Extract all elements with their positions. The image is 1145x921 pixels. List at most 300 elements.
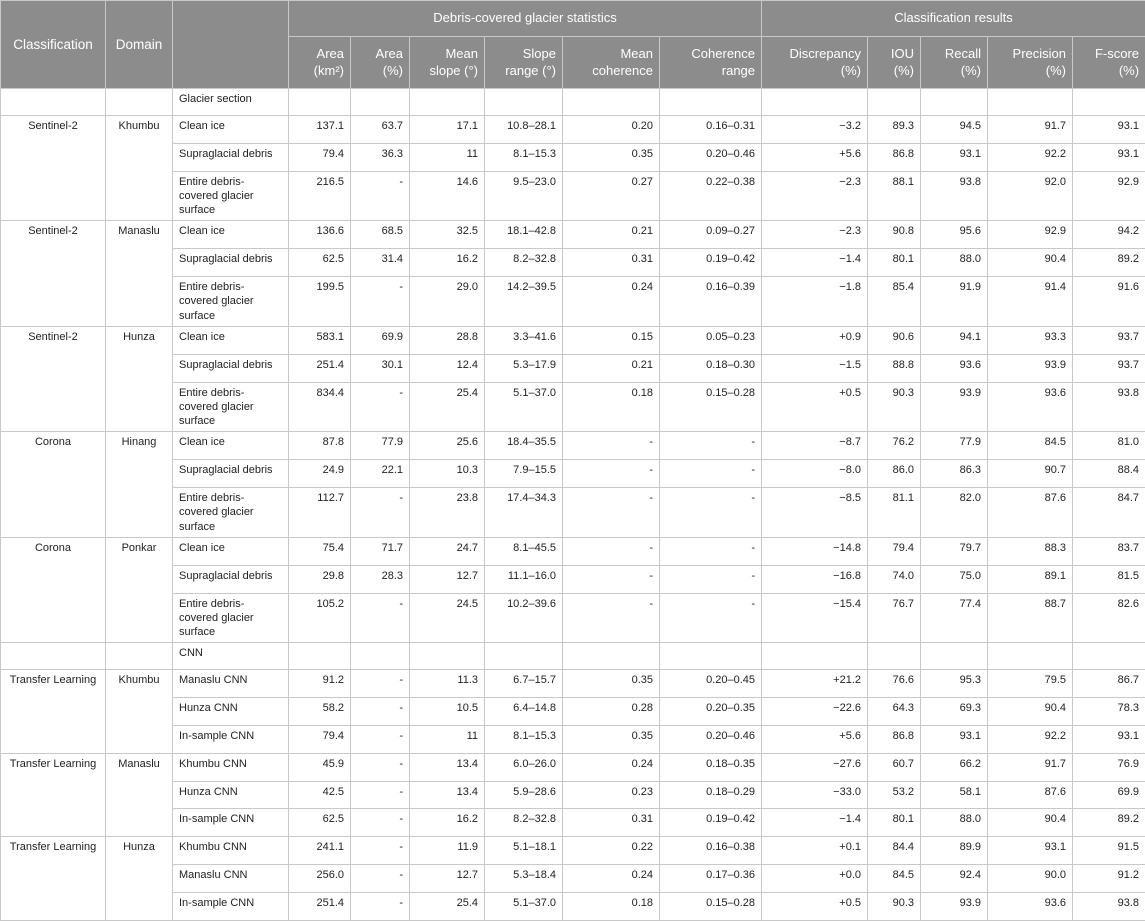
table-row xyxy=(1,781,1145,809)
table-row xyxy=(1,593,1145,643)
empty-cell xyxy=(921,89,988,116)
value-cell: 58.2 xyxy=(289,698,351,726)
value-cell: 0.09–0.27 xyxy=(660,221,762,249)
empty-cell xyxy=(289,89,351,116)
value-cell: −1.8 xyxy=(762,277,868,327)
empty-cell xyxy=(1,89,106,116)
value-cell: 86.8 xyxy=(868,143,921,171)
value-cell: +21.2 xyxy=(762,670,868,698)
value-cell: 80.1 xyxy=(868,809,921,837)
row-label: Supraglacial debris xyxy=(173,354,289,382)
value-cell: 0.16–0.38 xyxy=(660,837,762,865)
value-cell: 86.3 xyxy=(921,460,988,488)
value-cell: 5.1–37.0 xyxy=(485,382,563,432)
empty-cell xyxy=(762,89,868,116)
value-cell: 14.6 xyxy=(410,171,485,221)
value-cell: 69.9 xyxy=(1073,781,1145,809)
value-cell: 77.9 xyxy=(921,432,988,460)
domain-cell: Hinang xyxy=(106,432,173,537)
value-cell: 583.1 xyxy=(289,326,351,354)
classification-cell: Transfer Learning xyxy=(1,753,106,836)
column-header xyxy=(660,37,762,89)
table-row xyxy=(1,698,1145,726)
row-label: Khumbu CNN xyxy=(173,837,289,865)
domain-cell: Hunza xyxy=(106,326,173,431)
value-cell: 11.1–16.0 xyxy=(485,565,563,593)
value-cell: −1.4 xyxy=(762,249,868,277)
value-cell: 89.3 xyxy=(868,116,921,144)
table-row xyxy=(1,326,1145,354)
table-row xyxy=(1,460,1145,488)
value-cell: 0.28 xyxy=(563,698,660,726)
column-header-line1: Precision xyxy=(1013,46,1066,61)
value-cell: 90.3 xyxy=(868,382,921,432)
row-label: Supraglacial debris xyxy=(173,143,289,171)
row-label: In-sample CNN xyxy=(173,892,289,920)
value-cell: −27.6 xyxy=(762,753,868,781)
value-cell: - xyxy=(563,488,660,538)
value-cell: 25.6 xyxy=(410,432,485,460)
value-cell: 112.7 xyxy=(289,488,351,538)
value-cell: 0.19–0.42 xyxy=(660,249,762,277)
column-header-line2: (km²) xyxy=(314,63,344,78)
value-cell: −8.0 xyxy=(762,460,868,488)
value-cell: 251.4 xyxy=(289,892,351,920)
value-cell: 0.18–0.29 xyxy=(660,781,762,809)
domain-cell: Hunza xyxy=(106,837,173,920)
row-label: Supraglacial debris xyxy=(173,460,289,488)
row-label: Hunza CNN xyxy=(173,781,289,809)
value-cell: 91.4 xyxy=(988,277,1073,327)
value-cell: 5.9–28.6 xyxy=(485,781,563,809)
value-cell: +0.0 xyxy=(762,865,868,893)
empty-cell xyxy=(1,643,106,670)
column-header xyxy=(921,37,988,89)
value-cell: 216.5 xyxy=(289,171,351,221)
value-cell: 62.5 xyxy=(289,249,351,277)
column-header xyxy=(868,37,921,89)
value-cell: 91.6 xyxy=(1073,277,1145,327)
value-cell: 93.8 xyxy=(921,171,988,221)
value-cell: −22.6 xyxy=(762,698,868,726)
value-cell: +0.9 xyxy=(762,326,868,354)
row-label: Entire debris-covered glacier surface xyxy=(173,488,289,538)
value-cell: 77.4 xyxy=(921,593,988,643)
value-cell: 88.4 xyxy=(1073,460,1145,488)
value-cell: 42.5 xyxy=(289,781,351,809)
value-cell: 0.15–0.28 xyxy=(660,382,762,432)
value-cell: 137.1 xyxy=(289,116,351,144)
value-cell: 87.6 xyxy=(988,488,1073,538)
value-cell: 87.8 xyxy=(289,432,351,460)
empty-cell xyxy=(868,643,921,670)
value-cell: 76.6 xyxy=(868,670,921,698)
value-cell: 78.3 xyxy=(1073,698,1145,726)
classification-cell: Transfer Learning xyxy=(1,837,106,920)
value-cell: 84.4 xyxy=(868,837,921,865)
value-cell: - xyxy=(351,809,410,837)
value-cell: 23.8 xyxy=(410,488,485,538)
value-cell: 82.6 xyxy=(1073,593,1145,643)
value-cell: - xyxy=(660,460,762,488)
value-cell: 79.4 xyxy=(289,143,351,171)
row-label: Entire debris-covered glacier surface xyxy=(173,277,289,327)
value-cell: 5.3–18.4 xyxy=(485,865,563,893)
value-cell: 66.2 xyxy=(921,753,988,781)
empty-cell xyxy=(351,89,410,116)
value-cell: 0.35 xyxy=(563,670,660,698)
domain-cell: Manaslu xyxy=(106,753,173,836)
value-cell: 90.6 xyxy=(868,326,921,354)
column-header-line1: Recall xyxy=(945,46,981,61)
row-label: Supraglacial debris xyxy=(173,565,289,593)
empty-cell xyxy=(660,643,762,670)
column-header-line1: Area xyxy=(317,46,344,61)
row-label: Clean ice xyxy=(173,116,289,144)
value-cell: 0.15 xyxy=(563,326,660,354)
value-cell: 241.1 xyxy=(289,837,351,865)
value-cell: 36.3 xyxy=(351,143,410,171)
value-cell: 28.3 xyxy=(351,565,410,593)
value-cell: 8.1–45.5 xyxy=(485,537,563,565)
value-cell: - xyxy=(660,488,762,538)
value-cell: 81.0 xyxy=(1073,432,1145,460)
row-label: Clean ice xyxy=(173,432,289,460)
table-row xyxy=(1,565,1145,593)
value-cell: 76.9 xyxy=(1073,753,1145,781)
value-cell: 95.6 xyxy=(921,221,988,249)
value-cell: 82.0 xyxy=(921,488,988,538)
value-cell: 94.2 xyxy=(1073,221,1145,249)
value-cell: 29.0 xyxy=(410,277,485,327)
value-cell: 251.4 xyxy=(289,354,351,382)
value-cell: 0.23 xyxy=(563,781,660,809)
classification-cell: Sentinel-2 xyxy=(1,326,106,431)
domain-header: Domain xyxy=(106,1,173,89)
value-cell: 17.1 xyxy=(410,116,485,144)
value-cell: 92.2 xyxy=(988,726,1073,754)
value-cell: 29.8 xyxy=(289,565,351,593)
value-cell: 0.31 xyxy=(563,809,660,837)
value-cell: 68.5 xyxy=(351,221,410,249)
table-row xyxy=(1,537,1145,565)
value-cell: 91.2 xyxy=(1073,865,1145,893)
value-cell: - xyxy=(660,537,762,565)
value-cell: 93.9 xyxy=(988,354,1073,382)
value-cell: −8.5 xyxy=(762,488,868,538)
value-cell: 11.9 xyxy=(410,837,485,865)
value-cell: −15.4 xyxy=(762,593,868,643)
value-cell: 12.7 xyxy=(410,565,485,593)
empty-cell xyxy=(106,89,173,116)
empty-cell xyxy=(762,643,868,670)
value-cell: 91.5 xyxy=(1073,837,1145,865)
classification-header: Classification xyxy=(1,1,106,89)
value-cell: - xyxy=(563,593,660,643)
value-cell: - xyxy=(563,432,660,460)
value-cell: 93.6 xyxy=(988,892,1073,920)
empty-cell xyxy=(988,89,1073,116)
value-cell: 8.2–32.8 xyxy=(485,809,563,837)
value-cell: 14.2–39.5 xyxy=(485,277,563,327)
value-cell: 31.4 xyxy=(351,249,410,277)
table-row xyxy=(1,277,1145,327)
value-cell: 88.0 xyxy=(921,249,988,277)
value-cell: 12.7 xyxy=(410,865,485,893)
value-cell: −2.3 xyxy=(762,221,868,249)
value-cell: 30.1 xyxy=(351,354,410,382)
value-cell: 83.7 xyxy=(1073,537,1145,565)
table-row xyxy=(1,382,1145,432)
table-row xyxy=(1,249,1145,277)
value-cell: 94.5 xyxy=(921,116,988,144)
table-row xyxy=(1,670,1145,698)
value-cell: 93.1 xyxy=(921,726,988,754)
empty-cell xyxy=(410,89,485,116)
classification-cell: Corona xyxy=(1,537,106,642)
value-cell: 0.18–0.30 xyxy=(660,354,762,382)
sub-header-blank xyxy=(173,1,289,89)
column-header-line1: F-score xyxy=(1095,46,1139,61)
value-cell: 28.8 xyxy=(410,326,485,354)
empty-cell xyxy=(988,643,1073,670)
value-cell: 91.2 xyxy=(289,670,351,698)
value-cell: - xyxy=(351,593,410,643)
value-cell: 79.5 xyxy=(988,670,1073,698)
value-cell: - xyxy=(351,698,410,726)
value-cell: 22.1 xyxy=(351,460,410,488)
value-cell: 0.21 xyxy=(563,354,660,382)
value-cell: 93.7 xyxy=(1073,326,1145,354)
value-cell: 93.1 xyxy=(988,837,1073,865)
classification-cell: Transfer Learning xyxy=(1,670,106,753)
empty-cell xyxy=(563,89,660,116)
column-header-line2: range (°) xyxy=(505,63,556,78)
value-cell: 10.8–28.1 xyxy=(485,116,563,144)
column-header-line1: Mean xyxy=(620,46,653,61)
value-cell: 88.7 xyxy=(988,593,1073,643)
value-cell: −1.4 xyxy=(762,809,868,837)
value-cell: 0.20–0.46 xyxy=(660,726,762,754)
empty-cell xyxy=(351,643,410,670)
value-cell: 13.4 xyxy=(410,753,485,781)
value-cell: 90.4 xyxy=(988,249,1073,277)
table-row xyxy=(1,432,1145,460)
empty-cell xyxy=(1073,643,1145,670)
table-row xyxy=(1,753,1145,781)
value-cell: 8.2–32.8 xyxy=(485,249,563,277)
value-cell: 88.0 xyxy=(921,809,988,837)
value-cell: 89.9 xyxy=(921,837,988,865)
row-label: Supraglacial debris xyxy=(173,249,289,277)
column-header-line2: (%) xyxy=(961,63,981,78)
value-cell: 93.9 xyxy=(921,892,988,920)
column-header xyxy=(563,37,660,89)
value-cell: +5.6 xyxy=(762,726,868,754)
value-cell: −8.7 xyxy=(762,432,868,460)
value-cell: 92.9 xyxy=(988,221,1073,249)
classification-cell: Sentinel-2 xyxy=(1,221,106,326)
value-cell: 91.7 xyxy=(988,116,1073,144)
value-cell: 89.1 xyxy=(988,565,1073,593)
table-row xyxy=(1,865,1145,893)
value-cell: 86.8 xyxy=(868,726,921,754)
value-cell: - xyxy=(351,382,410,432)
value-cell: 0.27 xyxy=(563,171,660,221)
table-row xyxy=(1,892,1145,920)
value-cell: 16.2 xyxy=(410,249,485,277)
value-cell: 84.7 xyxy=(1073,488,1145,538)
value-cell: 64.3 xyxy=(868,698,921,726)
column-header xyxy=(289,37,351,89)
value-cell: 76.7 xyxy=(868,593,921,643)
value-cell: 93.6 xyxy=(988,382,1073,432)
table-row xyxy=(1,116,1145,144)
value-cell: +0.5 xyxy=(762,382,868,432)
value-cell: 80.1 xyxy=(868,249,921,277)
value-cell: 18.4–35.5 xyxy=(485,432,563,460)
value-cell: 24.5 xyxy=(410,593,485,643)
value-cell: - xyxy=(351,488,410,538)
value-cell: 0.15–0.28 xyxy=(660,892,762,920)
column-header-line2: slope (°) xyxy=(429,63,478,78)
statistics-group-header: Debris-covered glacier statistics xyxy=(289,1,762,37)
column-header-line1: Mean xyxy=(445,46,478,61)
value-cell: - xyxy=(351,726,410,754)
value-cell: 0.21 xyxy=(563,221,660,249)
value-cell: 77.9 xyxy=(351,432,410,460)
value-cell: 25.4 xyxy=(410,382,485,432)
value-cell: +5.6 xyxy=(762,143,868,171)
column-header xyxy=(1073,37,1145,89)
value-cell: 88.8 xyxy=(868,354,921,382)
value-cell: 84.5 xyxy=(988,432,1073,460)
value-cell: - xyxy=(351,670,410,698)
value-cell: 92.0 xyxy=(988,171,1073,221)
value-cell: 5.3–17.9 xyxy=(485,354,563,382)
column-header-line1: Area xyxy=(376,46,403,61)
value-cell: 89.2 xyxy=(1073,809,1145,837)
value-cell: - xyxy=(563,460,660,488)
value-cell: 93.3 xyxy=(988,326,1073,354)
table-row xyxy=(1,726,1145,754)
empty-cell xyxy=(485,89,563,116)
value-cell: 24.9 xyxy=(289,460,351,488)
section-label: Glacier section xyxy=(173,89,289,116)
value-cell: 5.1–18.1 xyxy=(485,837,563,865)
value-cell: 5.1–37.0 xyxy=(485,892,563,920)
value-cell: 0.18 xyxy=(563,382,660,432)
value-cell: −2.3 xyxy=(762,171,868,221)
value-cell: 0.22 xyxy=(563,837,660,865)
value-cell: 12.4 xyxy=(410,354,485,382)
empty-cell xyxy=(410,643,485,670)
value-cell: 0.20–0.35 xyxy=(660,698,762,726)
value-cell: - xyxy=(351,837,410,865)
domain-cell: Khumbu xyxy=(106,670,173,753)
value-cell: 71.7 xyxy=(351,537,410,565)
value-cell: - xyxy=(351,753,410,781)
column-header-line1: Discrepancy xyxy=(789,46,861,61)
value-cell: 63.7 xyxy=(351,116,410,144)
value-cell: - xyxy=(660,593,762,643)
value-cell: 90.8 xyxy=(868,221,921,249)
value-cell: 8.1–15.3 xyxy=(485,726,563,754)
value-cell: 93.8 xyxy=(1073,892,1145,920)
value-cell: 0.20–0.45 xyxy=(660,670,762,698)
value-cell: 93.9 xyxy=(921,382,988,432)
value-cell: −1.5 xyxy=(762,354,868,382)
value-cell: 0.35 xyxy=(563,726,660,754)
row-label: Manaslu CNN xyxy=(173,865,289,893)
results-group-header: Classification results xyxy=(762,1,1145,37)
value-cell: 105.2 xyxy=(289,593,351,643)
value-cell: 81.5 xyxy=(1073,565,1145,593)
value-cell: 90.7 xyxy=(988,460,1073,488)
domain-cell: Manaslu xyxy=(106,221,173,326)
value-cell: 17.4–34.3 xyxy=(485,488,563,538)
value-cell: 0.22–0.38 xyxy=(660,171,762,221)
value-cell: 87.6 xyxy=(988,781,1073,809)
table-row xyxy=(1,354,1145,382)
value-cell: −3.2 xyxy=(762,116,868,144)
table-row xyxy=(1,171,1145,221)
value-cell: 92.4 xyxy=(921,865,988,893)
value-cell: - xyxy=(351,277,410,327)
empty-cell xyxy=(868,89,921,116)
value-cell: 75.4 xyxy=(289,537,351,565)
value-cell: 16.2 xyxy=(410,809,485,837)
value-cell: 93.1 xyxy=(1073,116,1145,144)
empty-cell xyxy=(289,643,351,670)
value-cell: 84.5 xyxy=(868,865,921,893)
value-cell: +0.1 xyxy=(762,837,868,865)
row-label: In-sample CNN xyxy=(173,809,289,837)
domain-cell: Khumbu xyxy=(106,116,173,221)
value-cell: 25.4 xyxy=(410,892,485,920)
column-header-line2: (%) xyxy=(841,63,861,78)
value-cell: 0.31 xyxy=(563,249,660,277)
value-cell: 0.20 xyxy=(563,116,660,144)
value-cell: 93.1 xyxy=(921,143,988,171)
value-cell: 88.1 xyxy=(868,171,921,221)
row-label: Clean ice xyxy=(173,326,289,354)
row-label: Manaslu CNN xyxy=(173,670,289,698)
value-cell: 81.1 xyxy=(868,488,921,538)
value-cell: 91.9 xyxy=(921,277,988,327)
value-cell: 94.1 xyxy=(921,326,988,354)
value-cell: - xyxy=(351,171,410,221)
value-cell: - xyxy=(563,565,660,593)
value-cell: 11 xyxy=(410,726,485,754)
value-cell: 93.6 xyxy=(921,354,988,382)
value-cell: - xyxy=(351,865,410,893)
column-header-line2: (%) xyxy=(1119,63,1139,78)
column-header-line2: (%) xyxy=(894,63,914,78)
value-cell: - xyxy=(660,432,762,460)
column-header-line2: coherence xyxy=(592,63,653,78)
value-cell: 69.9 xyxy=(351,326,410,354)
value-cell: 32.5 xyxy=(410,221,485,249)
value-cell: 0.19–0.42 xyxy=(660,809,762,837)
value-cell: 91.7 xyxy=(988,753,1073,781)
value-cell: 834.4 xyxy=(289,382,351,432)
value-cell: 79.4 xyxy=(289,726,351,754)
value-cell: 53.2 xyxy=(868,781,921,809)
value-cell: 90.3 xyxy=(868,892,921,920)
value-cell: 0.24 xyxy=(563,277,660,327)
value-cell: 85.4 xyxy=(868,277,921,327)
